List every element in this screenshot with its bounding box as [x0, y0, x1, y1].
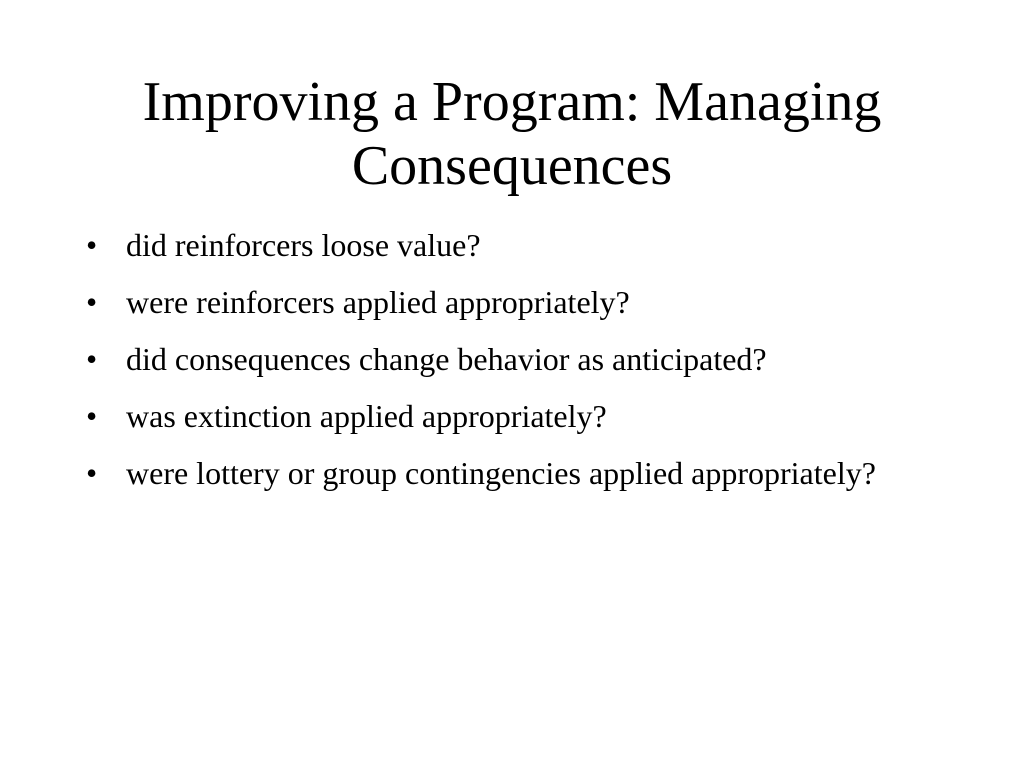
bullet-item	[82, 226, 962, 264]
bullet-item	[82, 340, 962, 378]
bullet-item	[82, 397, 962, 435]
bullet-text: were lottery or group contingencies applied appropriately?	[126, 455, 876, 491]
slide-title: Improving a Program: Managing Consequences	[142, 71, 882, 197]
bullet-text: did consequences change behavior as anticipated?	[126, 341, 767, 377]
bullet-icon: •	[86, 398, 98, 434]
bullet-list	[82, 226, 962, 511]
bullet-icon: •	[86, 455, 98, 491]
bullet-text: did reinforcers loose value?	[126, 227, 481, 263]
bullet-text: was extinction applied appropriately?	[126, 398, 607, 434]
bullet-item	[82, 454, 962, 492]
bullet-icon: •	[86, 284, 98, 320]
bullet-icon: •	[86, 341, 98, 377]
bullet-item	[82, 283, 962, 321]
bullet-icon: •	[86, 227, 98, 263]
bullet-text: were reinforcers applied appropriately?	[126, 284, 630, 320]
